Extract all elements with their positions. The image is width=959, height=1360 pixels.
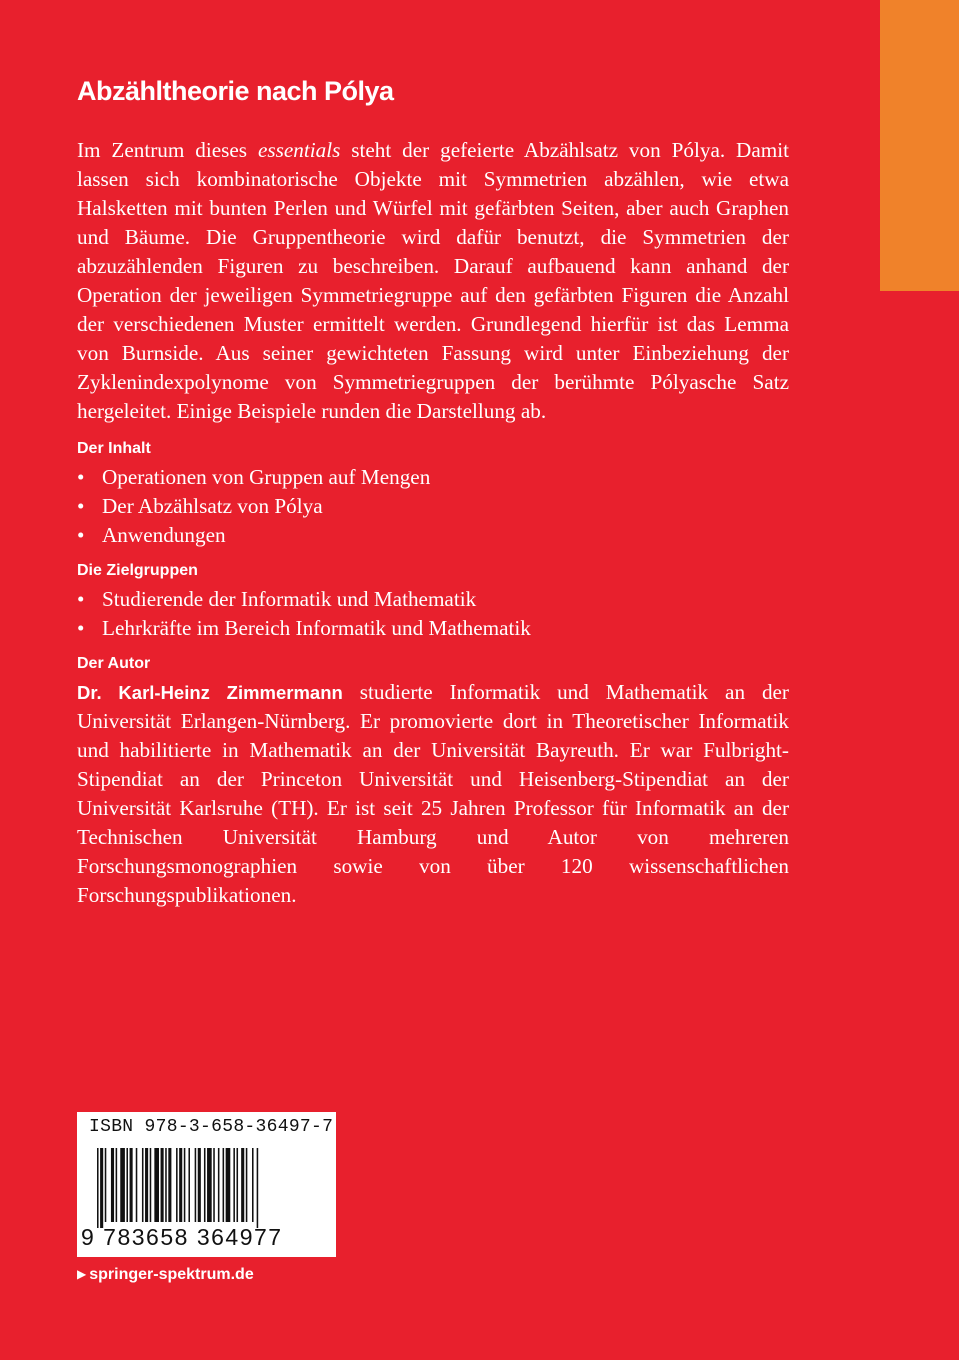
- barcode-digits: 9 783658 364977: [81, 1224, 283, 1250]
- barcode-bar: [233, 1148, 235, 1222]
- publisher-url: springer-spektrum.de: [89, 1266, 254, 1283]
- barcode-bar: [257, 1148, 259, 1228]
- barcode-bar: [207, 1148, 212, 1222]
- content-heading: Der Inhalt: [77, 440, 151, 457]
- list-item-text: Anwendungen: [102, 523, 226, 547]
- barcode-bar: [176, 1148, 178, 1222]
- publisher-link[interactable]: [77, 1263, 254, 1286]
- author-bio: studierte Informatik und Mathematik an der Universität Erlangen-Nürnberg. Er promovierte dort in Theoretischer Informatik und habilitierte in Mathematik an der Universität Bayreuth. Er war Fulbright-Stipendiat an der Princeton Universität und Heisenberg-Stipendiat an der Universität Karlsruhe (TH). Er ist seit 25 Jahren Professor für Informatik an der Technischen Universität Hamburg und Autor von mehreren Forschungsmonographien sowie von über 120 wissenschaftlichen Forschungspublikationen.: [77, 680, 789, 907]
- barcode-bar: [145, 1148, 148, 1222]
- list-item: [77, 614, 789, 643]
- bullet-icon: •: [77, 616, 85, 640]
- barcode-bar: [105, 1148, 107, 1222]
- list-item-text: Operationen von Gruppen auf Mengen: [102, 465, 431, 489]
- barcode-bar: [161, 1148, 164, 1222]
- book-title: Abzähltheorie nach Pólya: [77, 76, 394, 106]
- barcode-bar: [252, 1148, 254, 1222]
- barcode-bar: [237, 1148, 239, 1222]
- barcode-bar: [97, 1148, 99, 1228]
- barcode-bar: [111, 1148, 114, 1222]
- barcode-bar: [120, 1148, 125, 1222]
- audience-heading: Die Zielgruppen: [77, 562, 198, 579]
- bullet-icon: •: [77, 523, 85, 547]
- isbn-label: ISBN 978-3-658-36497-7: [89, 1117, 334, 1137]
- intro-paragraph: [77, 136, 789, 426]
- barcode-bar: [204, 1148, 206, 1222]
- author-name: Dr. Karl-Heinz Zimmermann: [77, 682, 343, 703]
- barcode-bar: [142, 1148, 144, 1222]
- barcode-bar: [150, 1148, 152, 1222]
- barcode-bars: [97, 1148, 317, 1228]
- bullet-icon: •: [77, 587, 85, 611]
- bullet-icon: •: [77, 494, 85, 518]
- intro-text-rest: steht der gefeierte Abzählsatz von Pólya. Damit lassen sich kombinatorische Objekte mit Symmetrien abzählen, wie etwa Halsketten mit bunten Perlen und Würfel mit gefärbten Seiten, aber auch Graphen und Bäume. Die Gruppentheorie wird dafür benutzt, die Symmetrien der abzuzählenden Figuren zu beschreiben. Darauf aufbauend kann anhand der Operation der jeweiligen Symmetriegruppe auf den gefärbten Figuren die Anzahl der verschiedenen Muster ermittelt werden. Grundlegend hierfür ist das Lemma von Burnside. Aus seiner gewichteten Fassung wird unter Einbeziehung der Zyklenindexpolynome von Symmetriegruppen der berühmte Pólyasche Satz hergeleitet. Einige Beispiele runden die Darstellung ab.: [77, 138, 789, 423]
- audience-list: [77, 585, 789, 643]
- barcode-bar: [126, 1148, 128, 1222]
- list-item: [77, 521, 789, 550]
- barcode-bar: [100, 1148, 103, 1228]
- barcode-bar: [195, 1148, 197, 1222]
- barcode-bar: [188, 1148, 190, 1222]
- barcode-bar: [154, 1148, 159, 1222]
- intro-text-start: Im Zentrum dieses: [77, 138, 258, 162]
- barcode-bar: [241, 1148, 244, 1222]
- barcode-bar: [226, 1148, 231, 1222]
- list-item: [77, 585, 789, 614]
- barcode-bar: [179, 1148, 182, 1222]
- play-arrow-icon: ▶: [77, 1267, 87, 1281]
- barcode-bar: [218, 1148, 220, 1222]
- barcode-bar: [136, 1148, 138, 1222]
- list-item-text: Lehrkräfte im Bereich Informatik und Mathematik: [102, 616, 531, 640]
- intro-emphasis: essentials: [257, 138, 341, 162]
- list-item: [77, 463, 789, 492]
- barcode-bar: [130, 1148, 133, 1222]
- bullet-icon: •: [77, 465, 85, 489]
- content-list: [77, 463, 789, 550]
- barcode-bar: [116, 1148, 118, 1222]
- list-item-text: Studierende der Informatik und Mathematik: [102, 587, 477, 611]
- orange-accent-tab: [880, 0, 959, 291]
- back-cover-content: [77, 72, 789, 910]
- author-paragraph: [77, 678, 789, 910]
- barcode-bar: [223, 1148, 225, 1222]
- barcode-bar: [168, 1148, 171, 1222]
- barcode-bar: [213, 1148, 215, 1222]
- barcode-bar: [246, 1148, 248, 1222]
- list-item-text: Der Abzählsatz von Pólya: [102, 494, 323, 518]
- barcode-bar: [165, 1148, 167, 1222]
- isbn-barcode: [77, 1112, 336, 1257]
- barcode-bar: [198, 1148, 201, 1222]
- list-item: [77, 492, 789, 521]
- barcode-bar: [184, 1148, 186, 1222]
- author-heading: Der Autor: [77, 655, 151, 672]
